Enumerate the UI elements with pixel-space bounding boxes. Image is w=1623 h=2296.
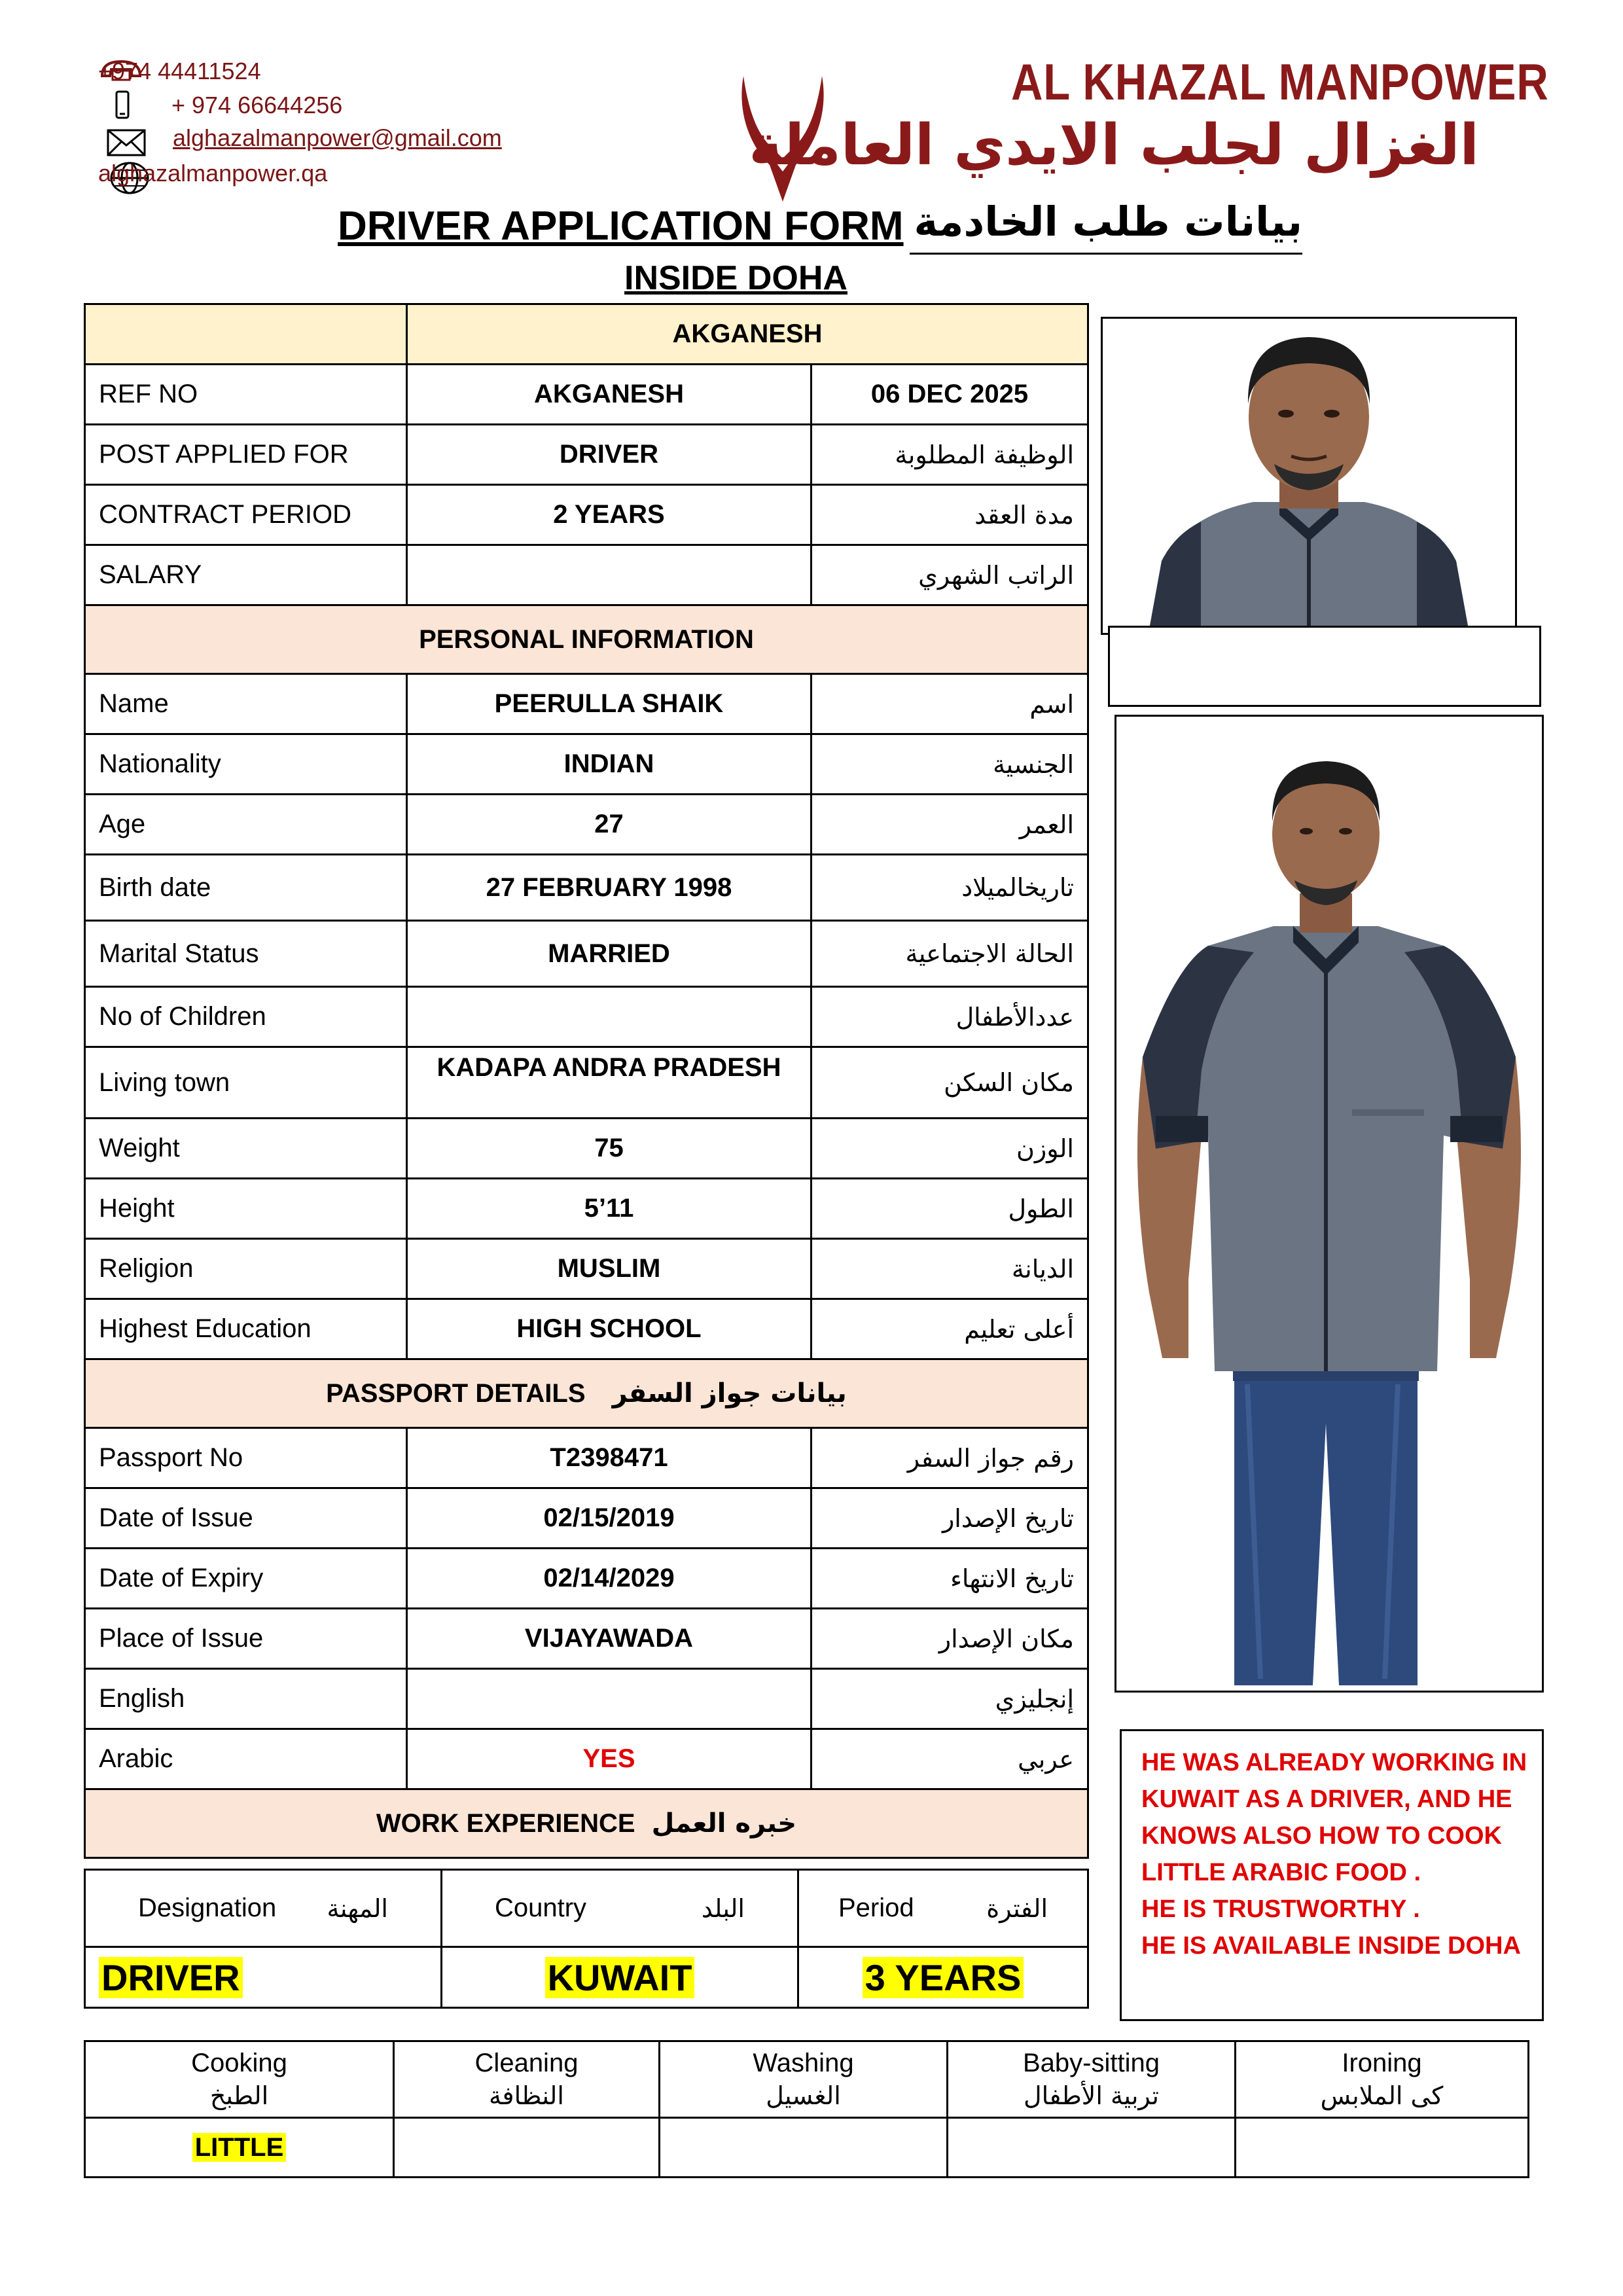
note-line: HE WAS ALREADY WORKING IN: [1141, 1749, 1527, 1776]
issue-place-label: Place of Issue: [85, 1609, 407, 1669]
town-label: Living town: [85, 1047, 407, 1119]
washing-header: [660, 2041, 948, 2118]
education-label-ar: أعلى تعليم: [812, 1299, 1088, 1359]
babysitting-en: Baby-sitting: [1023, 2049, 1160, 2077]
designation-value: DRIVER: [99, 1957, 243, 1998]
ironing-header: [1236, 2041, 1529, 2118]
personal-info-heading: PERSONAL INFORMATION: [85, 605, 1088, 674]
table-row: [85, 545, 1088, 605]
designation-header-en: Designation: [138, 1893, 277, 1922]
period-header-en: Period: [838, 1893, 914, 1922]
passport-no-value: T2398471: [407, 1428, 812, 1488]
name-value: PEERULLA SHAIK: [407, 674, 812, 734]
babysitting-value: [948, 2118, 1236, 2178]
table-row: [85, 795, 1088, 855]
table-row: [85, 855, 1088, 921]
title-underline: [910, 253, 1302, 255]
town-label-ar: مكان السكن: [812, 1047, 1088, 1119]
birth-label: Birth date: [85, 855, 407, 921]
header-blank-cell: [85, 304, 407, 365]
height-label-ar: الطول: [812, 1179, 1088, 1239]
nationality-label: Nationality: [85, 734, 407, 795]
age-value: 27: [407, 795, 812, 855]
table-row: [85, 485, 1088, 545]
age-label: Age: [85, 795, 407, 855]
table-row: [85, 1428, 1088, 1488]
expiry-date-label: Date of Expiry: [85, 1549, 407, 1609]
cleaning-ar: النظافة: [489, 2081, 564, 2110]
email-link[interactable]: alghazalmanpower@gmail.com: [173, 124, 502, 151]
passport-heading-ar: بيانات جواز السفر: [612, 1378, 847, 1408]
issue-date-value: 02/15/2019: [407, 1488, 812, 1549]
photo-caption-box: [1108, 626, 1541, 707]
washing-en: Washing: [753, 2049, 854, 2077]
name-label: Name: [85, 674, 407, 734]
designation-header: [85, 1870, 442, 1947]
nationality-label-ar: الجنسية: [812, 734, 1088, 795]
expiry-date-label-ar: تاريخ الانتهاء: [812, 1549, 1088, 1609]
country-header-en: Country: [495, 1893, 587, 1922]
designation-cell: [85, 1947, 442, 2008]
issue-date-label: Date of Issue: [85, 1488, 407, 1549]
table-row: [85, 365, 1088, 425]
ironing-value: [1236, 2118, 1529, 2178]
country-value: KUWAIT: [545, 1957, 695, 1998]
education-value: HIGH SCHOOL: [407, 1299, 812, 1359]
contract-value: 2 YEARS: [407, 485, 812, 545]
phone-number[interactable]: +974 44411524: [98, 58, 261, 84]
cooking-ar: الطبخ: [209, 2081, 269, 2110]
weight-value: 75: [407, 1119, 812, 1179]
age-label-ar: العمر: [812, 795, 1088, 855]
weight-label: Weight: [85, 1119, 407, 1179]
contract-label-ar: مدة العقد: [812, 485, 1088, 545]
form-title-ar: بيانات طلب الخادمة: [914, 198, 1302, 245]
work-experience-heading: [85, 1789, 1088, 1858]
cleaning-header: [394, 2041, 660, 2118]
weight-label-ar: الوزن: [812, 1119, 1088, 1179]
passport-no-label: Passport No: [85, 1428, 407, 1488]
ref-value: AKGANESH: [407, 365, 812, 425]
children-value: [407, 987, 812, 1047]
birth-label-ar: تاريخالميلاد: [812, 855, 1088, 921]
passport-heading: [85, 1359, 1088, 1428]
table-row: [85, 987, 1088, 1047]
ref-date: 06 DEC 2025: [812, 365, 1088, 425]
nationality-value: INDIAN: [407, 734, 812, 795]
table-row: [85, 921, 1088, 987]
town-value: KADAPA ANDRA PRADESH: [407, 1047, 812, 1119]
note-line: HE IS TRUSTWORTHY .: [1141, 1895, 1420, 1923]
issue-date-label-ar: تاريخ الإصدار: [812, 1488, 1088, 1549]
company-name-en: AL KHAZAL MANPOWER: [1011, 53, 1549, 111]
english-label-ar: إنجليزي: [812, 1669, 1088, 1729]
portrait-photo: [1101, 317, 1517, 635]
form-subtitle: INSIDE DOHA: [624, 259, 847, 297]
education-label: Highest Education: [85, 1299, 407, 1359]
religion-label-ar: الديانة: [812, 1239, 1088, 1299]
name-label-ar: اسم: [812, 674, 1088, 734]
skills-table: [84, 2040, 1529, 2178]
table-row: [85, 674, 1088, 734]
children-label-ar: عددالأطفال: [812, 987, 1088, 1047]
passport-heading-en: PASSPORT DETAILS: [326, 1379, 586, 1408]
cooking-cell: [85, 2118, 394, 2178]
post-label-ar: الوظيفة المطلوبة: [812, 425, 1088, 485]
cooking-header: [85, 2041, 394, 2118]
arabic-value: YES: [407, 1729, 812, 1789]
children-label: No of Children: [85, 987, 407, 1047]
note-line: LITTLE ARABIC FOOD .: [1141, 1859, 1421, 1886]
religion-label: Religion: [85, 1239, 407, 1299]
babysitting-ar: تربية الأطفال: [1024, 2081, 1159, 2110]
arabic-label: Arabic: [85, 1729, 407, 1789]
english-label: English: [85, 1669, 407, 1729]
birth-value: 27 FEBRUARY 1998: [407, 855, 812, 921]
english-value: [407, 1669, 812, 1729]
marital-label: Marital Status: [85, 921, 407, 987]
table-row: [85, 734, 1088, 795]
country-header-ar: البلد: [701, 1893, 745, 1923]
cooking-en: Cooking: [191, 2049, 287, 2077]
height-label: Height: [85, 1179, 407, 1239]
table-row: [85, 1669, 1088, 1729]
expiry-date-value: 02/14/2029: [407, 1549, 812, 1609]
application-table: [84, 303, 1089, 1859]
marital-value: MARRIED: [407, 921, 812, 987]
issue-place-label-ar: مكان الإصدار: [812, 1609, 1088, 1669]
mobile-number[interactable]: + 974 66644256: [171, 92, 343, 118]
country-cell: [442, 1947, 798, 2008]
country-header: [442, 1870, 798, 1947]
period-cell: [798, 1947, 1088, 2008]
table-row: [85, 1299, 1088, 1359]
cooking-value: LITTLE: [192, 2133, 287, 2162]
arabic-label-ar: عربي: [812, 1729, 1088, 1789]
company-name-ar: الغزال لجلب الايدي العاملة: [749, 113, 1479, 178]
note-line: KNOWS ALSO HOW TO COOK: [1141, 1822, 1502, 1850]
babysitting-header: [948, 2041, 1236, 2118]
post-label: POST APPLIED FOR: [85, 425, 407, 485]
salary-label-ar: الراتب الشهري: [812, 545, 1088, 605]
mobile-icon: [115, 90, 130, 122]
issue-place-value: VIJAYAWADA: [407, 1609, 812, 1669]
table-row: [85, 1119, 1088, 1179]
salary-label: SALARY: [85, 545, 407, 605]
note-line: KUWAIT AS A DRIVER, AND HE: [1141, 1785, 1512, 1813]
cleaning-en: Cleaning: [474, 2049, 579, 2077]
post-value: DRIVER: [407, 425, 812, 485]
table-row: [85, 1729, 1088, 1789]
religion-value: MUSLIM: [407, 1239, 812, 1299]
envelope-icon: [106, 128, 147, 160]
table-row: [85, 1488, 1088, 1549]
washing-value: [660, 2118, 948, 2178]
passport-no-label-ar: رقم جواز السفر: [812, 1428, 1088, 1488]
form-title: DRIVER APPLICATION FORM: [338, 204, 904, 249]
table-row: [85, 1047, 1088, 1119]
table-row: [85, 1239, 1088, 1299]
contract-label: CONTRACT PERIOD: [85, 485, 407, 545]
work-heading-en: WORK EXPERIENCE: [376, 1809, 635, 1838]
period-value: 3 YEARS: [863, 1957, 1024, 1998]
table-row: [85, 1609, 1088, 1669]
work-heading-ar: خبره العمل: [651, 1808, 797, 1839]
washing-ar: الغسيل: [766, 2081, 841, 2110]
height-value: 5’11: [407, 1179, 812, 1239]
ironing-ar: كى الملابس: [1320, 2081, 1444, 2110]
note-line: HE IS AVAILABLE INSIDE DOHA: [1141, 1932, 1521, 1960]
table-row: [85, 1179, 1088, 1239]
website-link[interactable]: alghazalmanpower.qa: [98, 160, 328, 187]
period-header-ar: الفترة: [986, 1893, 1048, 1923]
salary-value: [407, 545, 812, 605]
period-header: [798, 1870, 1088, 1947]
notes-box: [1120, 1729, 1544, 2021]
cleaning-value: [394, 2118, 660, 2178]
table-row: [85, 1549, 1088, 1609]
ref-label: REF NO: [85, 365, 407, 425]
marital-label-ar: الحالة الاجتماعية: [812, 921, 1088, 987]
designation-header-ar: المهنة: [327, 1893, 388, 1923]
header-code: AKGANESH: [407, 304, 1088, 365]
experience-table: [84, 1869, 1089, 2009]
table-row: [85, 425, 1088, 485]
ironing-en: Ironing: [1342, 2049, 1422, 2077]
full-body-photo: [1115, 715, 1544, 1693]
